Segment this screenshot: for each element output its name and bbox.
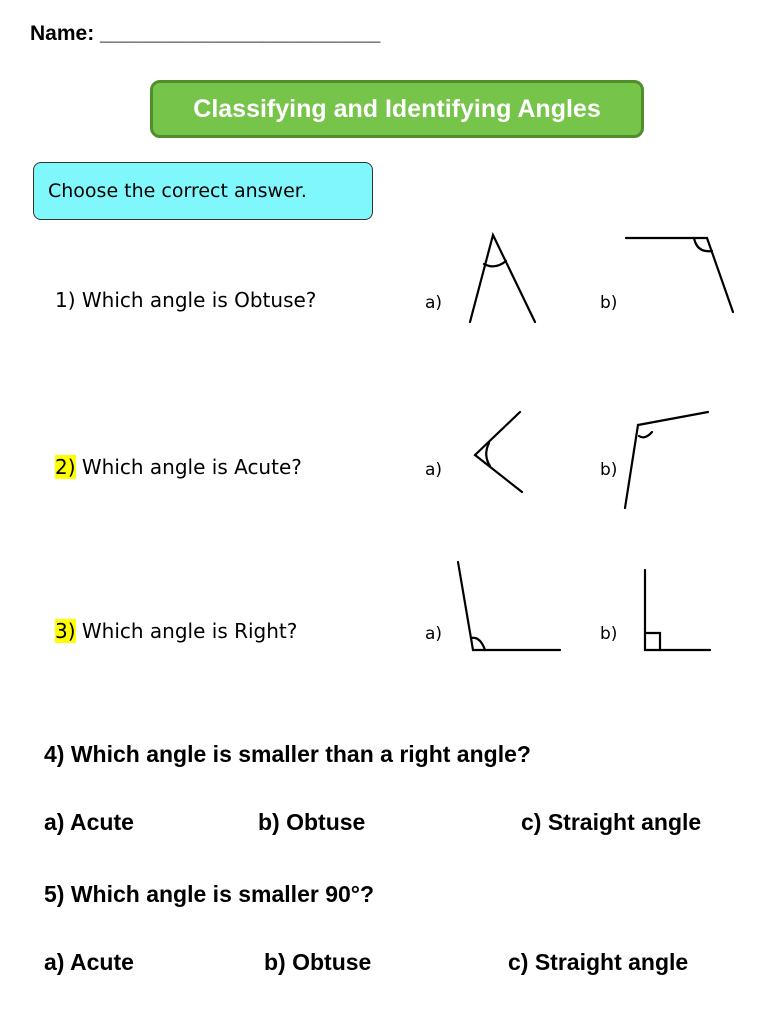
q1-option-b-obtuse-angle-figure[interactable] (626, 238, 733, 312)
q3-option-a-obtuse-angle-figure[interactable] (458, 562, 560, 650)
q3-option-b-right-angle-figure[interactable] (645, 570, 710, 650)
question-5-answer-b[interactable]: b) Obtuse (264, 949, 372, 975)
question-2-option-a-label[interactable]: a) (425, 460, 443, 480)
question-2-text: Which angle is Acute? (81, 455, 302, 479)
question-2-number: 2) (55, 455, 76, 479)
name-field-label: Name: ________________________ (30, 22, 381, 45)
question-5: 5) Which angle is smaller 90°? (44, 881, 375, 907)
q2-option-b-obtuse-angle-figure[interactable] (625, 412, 708, 508)
question-1-number: 1) (55, 288, 76, 312)
question-1-option-a-label[interactable]: a) (425, 293, 443, 313)
question-4-answer-c[interactable]: c) Straight angle (521, 809, 702, 835)
q2-option-a-acute-angle-figure[interactable] (475, 412, 522, 492)
question-3-option-a-label[interactable]: a) (425, 624, 443, 644)
question-3-number: 3) (55, 619, 76, 643)
question-2-option-b-label[interactable]: b) (600, 460, 618, 480)
question-4-answer-a[interactable]: a) Acute (44, 809, 134, 835)
question-4-answer-b[interactable]: b) Obtuse (258, 809, 366, 835)
worksheet-title: Classifying and Identifying Angles (193, 94, 601, 123)
question-5-answer-a[interactable]: a) Acute (44, 949, 134, 975)
question-3-text: Which angle is Right? (81, 619, 298, 643)
question-4: 4) Which angle is smaller than a right angle? (44, 741, 531, 767)
question-1-option-b-label[interactable]: b) (600, 293, 618, 313)
q1-option-a-acute-angle-figure[interactable] (470, 235, 535, 322)
question-5-answer-c[interactable]: c) Straight angle (508, 949, 689, 975)
question-3-option-b-label[interactable]: b) (600, 624, 618, 644)
question-1-text: Which angle is Obtuse? (81, 288, 317, 312)
instruction-text: Choose the correct answer. (48, 180, 307, 202)
